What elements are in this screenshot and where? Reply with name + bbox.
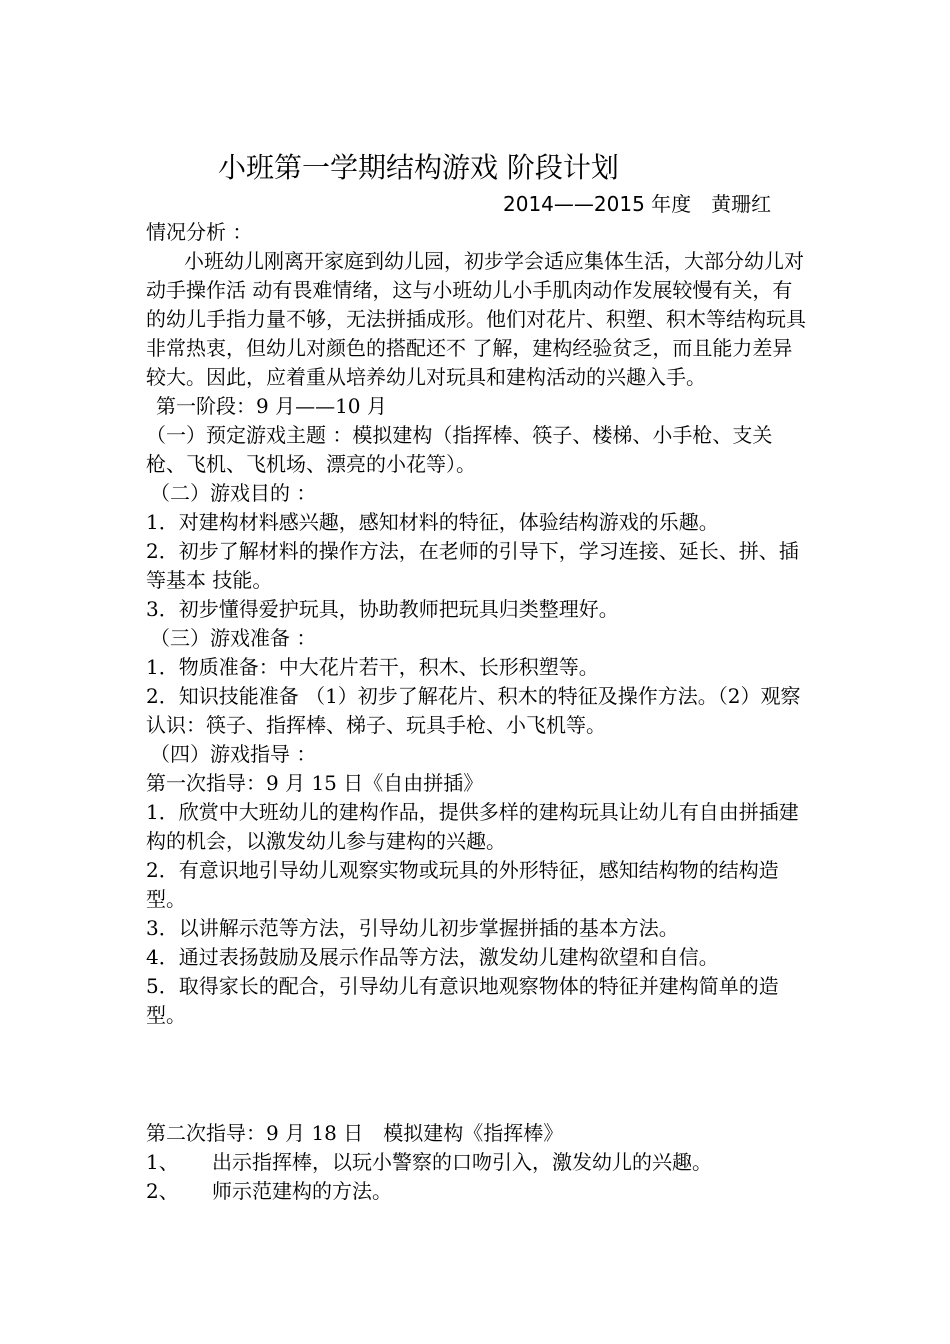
analysis-heading: 情况分析 ： bbox=[146, 220, 253, 244]
guide2-item bbox=[146, 1148, 810, 1177]
guide2-item bbox=[146, 1177, 810, 1206]
prep-item: 2．知识技能准备 （1）初步了解花片、积木的特征及操作方法。（2）观察认识：筷子、指挥棒、梯子、玩具手枪、小飞机等。 bbox=[146, 684, 801, 737]
guide1-item: 4．通过表扬鼓励及展示作品等方法，激发幼儿建构欲望和自信。 bbox=[146, 945, 719, 969]
theme-paragraph: （一）预定游戏主题 ：模拟建构（指挥棒、筷子、楼梯、小手枪、支关枪、飞机、飞机场、漂亮的小花等）。 bbox=[146, 423, 773, 476]
guide1-item: 3．以讲解示范等方法，引导幼儿初步掌握拼插的基本方法。 bbox=[146, 916, 679, 940]
section-spacer bbox=[146, 1030, 810, 1119]
item-number: 1、 bbox=[146, 1150, 179, 1174]
guide-heading: （四）游戏指导 ： bbox=[150, 742, 317, 766]
guide1-item: 1．欣赏中大班幼儿的建构作品，提供多样的建构玩具让幼儿有自由拼插建构的机会，以激发幼儿参与建构的兴趣。 bbox=[146, 800, 799, 853]
prep-item: 1．物质准备：中大花片若干，积木、长形积塑等。 bbox=[146, 655, 599, 679]
item-text: 师示范建构的方法。 bbox=[212, 1179, 392, 1203]
item-number: 2、 bbox=[146, 1179, 179, 1203]
document-title: 小班第一学期结构游戏 阶段计划 bbox=[218, 151, 619, 184]
document-byline: 2014——2015 年度 黄珊红 bbox=[503, 192, 772, 216]
guide1-item: 2．有意识地引导幼儿观察实物或玩具的外形特征，感知结构物的结构造型。 bbox=[146, 858, 779, 911]
item-text: 出示指挥棒，以玩小警察的口吻引入，激发幼儿的兴趣。 bbox=[212, 1150, 712, 1174]
stage-heading: 第一阶段：9 月——10 月 bbox=[156, 394, 387, 418]
goal-item: 2．初步了解材料的操作方法，在老师的引导下，学习连接、延长、拼、插等基本 技能。 bbox=[146, 539, 799, 592]
goals-heading: （二）游戏目的 ： bbox=[150, 481, 317, 505]
goal-item: 1．对建构材料感兴趣，感知材料的特征，体验结构游戏的乐趣。 bbox=[146, 510, 719, 534]
guide1-item: 5．取得家长的配合，引导幼儿有意识地观察物体的特征并建构简单的造型。 bbox=[146, 974, 779, 1027]
guide1-heading: 第一次指导：9 月 15 日《自由拼插》 bbox=[146, 771, 484, 795]
document-body bbox=[146, 218, 810, 1206]
prep-heading: （三）游戏准备 ： bbox=[150, 626, 317, 650]
guide2-heading: 第二次指导：9 月 18 日 模拟建构《指挥棒》 bbox=[146, 1121, 564, 1145]
goal-item: 3．初步懂得爱护玩具，协助教师把玩具归类整理好。 bbox=[146, 597, 619, 621]
analysis-paragraph: 小班幼儿刚离开家庭到幼儿园，初步学会适应集体生活，大部分幼儿对动手操作活 动有畏难情绪，这与小班幼儿小手肌肉动作发展较慢有关，有的幼儿手指力量不够，无法拼插成形。他们对花片、积塑、积木等结构玩具非常热衷，但幼儿对颜色的搭配还不 了解，建构经验贫乏，而且能力差异较大。因此，应着重从培养幼儿对玩具和建构活动的兴趣入手。 bbox=[146, 249, 806, 389]
